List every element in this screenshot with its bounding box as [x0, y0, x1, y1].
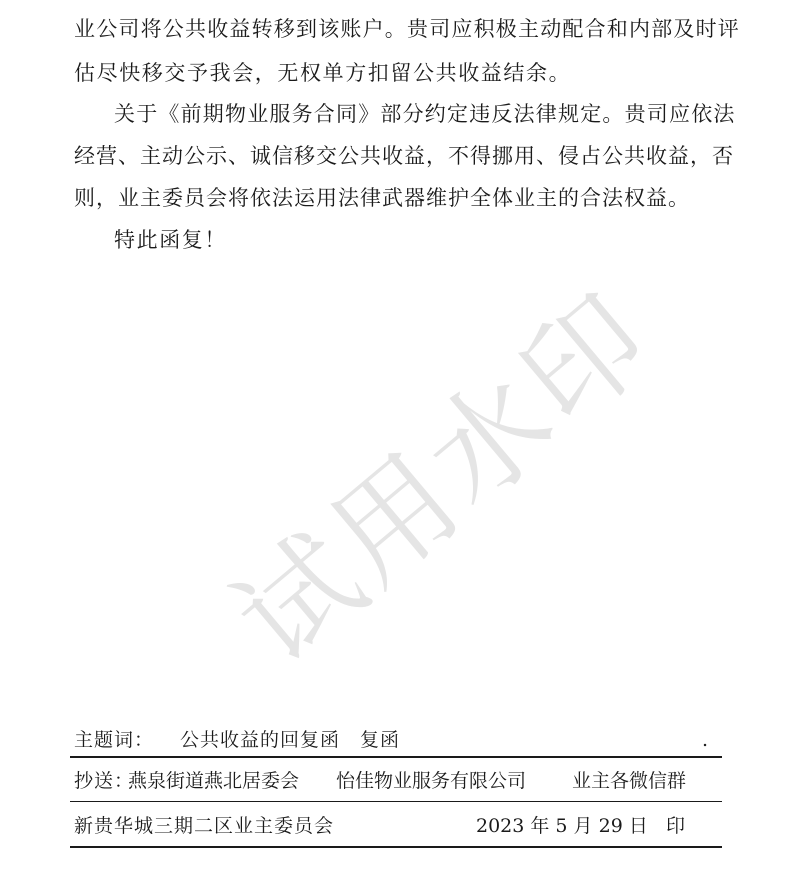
keywords-value: 公共收益的回复函 复函	[180, 729, 401, 751]
issuer-name: 新贵华城三期二区业主委员会	[74, 815, 335, 837]
cc-row	[74, 770, 687, 792]
divider-bottom	[70, 846, 722, 848]
divider-keywords	[70, 756, 722, 758]
keywords-row	[74, 729, 709, 751]
closing-line: 特此函复！	[114, 228, 227, 252]
cc-label: 抄送：	[74, 770, 135, 792]
body-line-3: 关于《前期物业服务合同》部分约定违反法律规定。贵司应依法	[114, 102, 736, 126]
body-line-4: 经营、主动公示、诚信移交公共收益，不得挪用、侵占公共收益，否	[74, 144, 734, 168]
issue-date: 2023 年 5 月 29 日	[476, 815, 648, 837]
divider-cc	[70, 801, 722, 802]
body-line-1: 业公司将公共收益转移到该账户。贵司应积极主动配合和内部及时评	[74, 17, 740, 41]
print-mark: 印	[666, 815, 686, 837]
body-line-2: 估尽快移交予我会，无权单方扣留公共收益结余。	[74, 61, 572, 85]
keywords-label: 主题词：	[74, 729, 155, 751]
issuer-row	[74, 815, 686, 837]
trial-watermark: 试用水印	[210, 265, 679, 690]
body-line-5: 则，业主委员会将依法运用法律武器维护全体业主的合法权益。	[74, 186, 690, 210]
keywords-end-mark: .	[702, 729, 709, 751]
cc-recipient-3: 业主各微信群	[572, 770, 687, 792]
cc-recipient-2: 怡佳物业服务有限公司	[336, 770, 527, 792]
cc-recipient-1: 燕泉街道燕北居委会	[128, 770, 300, 792]
